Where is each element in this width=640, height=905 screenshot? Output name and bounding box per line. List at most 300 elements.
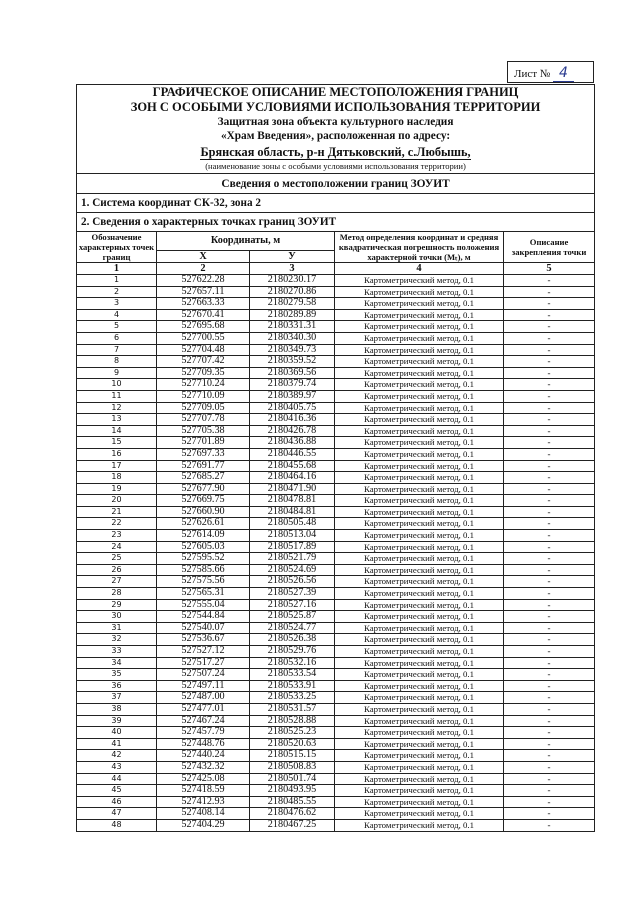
y-coordinate: 2180508.83	[250, 761, 335, 773]
sheet-number: 4	[553, 65, 574, 82]
x-coordinate: 527660.90	[157, 506, 250, 518]
table-row	[77, 344, 595, 356]
x-coordinate: 527705.38	[157, 425, 250, 437]
x-coordinate: 527614.09	[157, 530, 250, 542]
x-coordinate: 527709.05	[157, 402, 250, 414]
fixing-cell: -	[504, 657, 595, 669]
method-cell: Картометрический метод, 0.1	[335, 402, 504, 414]
x-coordinate: 527691.77	[157, 460, 250, 472]
table-row	[77, 390, 595, 402]
x-coordinate: 527544.84	[157, 611, 250, 623]
method-cell: Картометрический метод, 0.1	[335, 657, 504, 669]
method-cell: Картометрический метод, 0.1	[335, 414, 504, 426]
table-row	[77, 321, 595, 333]
address-line: Брянская область, р-н Дятьковский, с.Любышь,	[200, 145, 471, 159]
fixing-cell: -	[504, 541, 595, 553]
y-coordinate: 2180289.89	[250, 309, 335, 321]
title-line-2: ЗОН С ОСОБЫМИ УСЛОВИЯМИ ИСПОЛЬЗОВАНИЯ ТЕРРИТОРИИ	[130, 100, 541, 114]
fixing-cell: -	[504, 530, 595, 542]
method-cell: Картометрический метод, 0.1	[335, 727, 504, 739]
point-number: 33	[77, 646, 157, 658]
table-row	[77, 819, 595, 831]
point-number: 42	[77, 750, 157, 762]
y-coordinate: 2180520.63	[250, 738, 335, 750]
method-cell: Картометрический метод, 0.1	[335, 750, 504, 762]
y-coordinate: 2180405.75	[250, 402, 335, 414]
zone-name-note: (наименование зоны с особыми условиями использования территории)	[205, 161, 466, 171]
method-cell: Картометрический метод, 0.1	[335, 390, 504, 402]
x-coordinate: 527527.12	[157, 646, 250, 658]
table-row	[77, 715, 595, 727]
table-row	[77, 611, 595, 623]
point-number: 19	[77, 483, 157, 495]
x-coordinate: 527605.03	[157, 541, 250, 553]
method-cell: Картометрический метод, 0.1	[335, 715, 504, 727]
fixing-cell: -	[504, 785, 595, 797]
table-row	[77, 646, 595, 658]
fixing-cell: -	[504, 622, 595, 634]
point-number: 10	[77, 379, 157, 391]
fixing-cell: -	[504, 611, 595, 623]
table-row	[77, 309, 595, 321]
title-line-3: Защитная зона объекта культурного наследия	[217, 116, 454, 128]
x-coordinate: 527517.27	[157, 657, 250, 669]
method-cell: Картометрический метод, 0.1	[335, 356, 504, 368]
x-coordinate: 527663.33	[157, 298, 250, 310]
point-number: 27	[77, 576, 157, 588]
method-cell: Картометрический метод, 0.1	[335, 379, 504, 391]
x-coordinate: 527710.24	[157, 379, 250, 391]
x-coordinate: 527418.59	[157, 785, 250, 797]
y-coordinate: 2180527.39	[250, 588, 335, 600]
method-cell: Картометрический метод, 0.1	[335, 576, 504, 588]
point-number: 23	[77, 530, 157, 542]
y-coordinate: 2180464.16	[250, 472, 335, 484]
point-number: 11	[77, 390, 157, 402]
y-coordinate: 2180436.88	[250, 437, 335, 449]
method-cell: Картометрический метод, 0.1	[335, 785, 504, 797]
x-coordinate: 527555.04	[157, 599, 250, 611]
y-coordinate: 2180455.68	[250, 460, 335, 472]
point-number: 15	[77, 437, 157, 449]
y-coordinate: 2180533.91	[250, 680, 335, 692]
method-cell: Картометрический метод, 0.1	[335, 553, 504, 565]
table-row	[77, 599, 595, 611]
y-coordinate: 2180467.25	[250, 819, 335, 831]
y-coordinate: 2180279.58	[250, 298, 335, 310]
boundary-description-table	[76, 84, 595, 832]
point-number: 17	[77, 460, 157, 472]
fixing-cell: -	[504, 646, 595, 658]
x-coordinate: 527710.09	[157, 390, 250, 402]
table-row	[77, 298, 595, 310]
fixing-cell: -	[504, 703, 595, 715]
x-coordinate: 527448.76	[157, 738, 250, 750]
table-row	[77, 402, 595, 414]
point-number: 29	[77, 599, 157, 611]
method-cell: Картометрический метод, 0.1	[335, 622, 504, 634]
fixing-cell: -	[504, 356, 595, 368]
method-cell: Картометрический метод, 0.1	[335, 321, 504, 333]
fixing-cell: -	[504, 425, 595, 437]
method-cell: Картометрический метод, 0.1	[335, 692, 504, 704]
point-number: 45	[77, 785, 157, 797]
method-cell: Картометрический метод, 0.1	[335, 425, 504, 437]
y-coordinate: 2180533.25	[250, 692, 335, 704]
y-coordinate: 2180478.81	[250, 495, 335, 507]
x-coordinate: 527585.66	[157, 564, 250, 576]
y-coordinate: 2180270.86	[250, 286, 335, 298]
fixing-cell: -	[504, 819, 595, 831]
x-coordinate: 527575.56	[157, 576, 250, 588]
y-coordinate: 2180533.54	[250, 669, 335, 681]
point-number: 18	[77, 472, 157, 484]
table-row	[77, 448, 595, 460]
method-cell: Картометрический метод, 0.1	[335, 506, 504, 518]
method-cell: Картометрический метод, 0.1	[335, 808, 504, 820]
x-coordinate: 527404.29	[157, 819, 250, 831]
point-number: 7	[77, 344, 157, 356]
fixing-cell: -	[504, 275, 595, 287]
fixing-cell: -	[504, 483, 595, 495]
method-cell: Картометрический метод, 0.1	[335, 367, 504, 379]
x-coordinate: 527457.79	[157, 727, 250, 739]
point-number: 43	[77, 761, 157, 773]
point-number: 40	[77, 727, 157, 739]
table-row	[77, 483, 595, 495]
point-number: 13	[77, 414, 157, 426]
table-row	[77, 472, 595, 484]
table-row	[77, 622, 595, 634]
x-coordinate: 527622.28	[157, 275, 250, 287]
point-number: 46	[77, 796, 157, 808]
y-coordinate: 2180476.62	[250, 808, 335, 820]
table-row	[77, 541, 595, 553]
table-row	[77, 530, 595, 542]
fixing-cell: -	[504, 773, 595, 785]
point-number: 6	[77, 332, 157, 344]
table-row	[77, 460, 595, 472]
method-cell: Картометрический метод, 0.1	[335, 530, 504, 542]
table-row	[77, 761, 595, 773]
table-row	[77, 738, 595, 750]
table-row	[77, 414, 595, 426]
y-coordinate: 2180505.48	[250, 518, 335, 530]
x-coordinate: 527709.35	[157, 367, 250, 379]
method-cell: Картометрический метод, 0.1	[335, 738, 504, 750]
table-row	[77, 808, 595, 820]
point-number: 44	[77, 773, 157, 785]
point-number: 4	[77, 309, 157, 321]
method-cell: Картометрический метод, 0.1	[335, 286, 504, 298]
table-row	[77, 379, 595, 391]
point-number: 47	[77, 808, 157, 820]
fixing-cell: -	[504, 332, 595, 344]
method-cell: Картометрический метод, 0.1	[335, 309, 504, 321]
y-coordinate: 2180485.55	[250, 796, 335, 808]
point-number: 32	[77, 634, 157, 646]
points-section-title: 2. Сведения о характерных точках границ ЗОУИТ	[77, 213, 595, 232]
fixing-cell: -	[504, 414, 595, 426]
method-cell: Картометрический метод, 0.1	[335, 634, 504, 646]
y-coordinate: 2180426.78	[250, 425, 335, 437]
sheet-number-box	[507, 61, 594, 83]
fixing-cell: -	[504, 808, 595, 820]
fixing-cell: -	[504, 599, 595, 611]
x-coordinate: 527670.41	[157, 309, 250, 321]
table-row	[77, 785, 595, 797]
x-coordinate: 527467.24	[157, 715, 250, 727]
method-cell: Картометрический метод, 0.1	[335, 761, 504, 773]
fixing-cell: -	[504, 634, 595, 646]
y-coordinate: 2180526.56	[250, 576, 335, 588]
method-cell: Картометрический метод, 0.1	[335, 332, 504, 344]
y-coordinate: 2180517.89	[250, 541, 335, 553]
fixing-cell: -	[504, 321, 595, 333]
coordinate-system: 1. Система координат СК-32, зона 2	[77, 194, 595, 213]
table-row	[77, 506, 595, 518]
method-cell: Картометрический метод, 0.1	[335, 680, 504, 692]
table-row	[77, 680, 595, 692]
y-coordinate: 2180340.30	[250, 332, 335, 344]
x-coordinate: 527432.32	[157, 761, 250, 773]
fixing-cell: -	[504, 495, 595, 507]
method-cell: Картометрический метод, 0.1	[335, 541, 504, 553]
point-number: 5	[77, 321, 157, 333]
fixing-cell: -	[504, 518, 595, 530]
column-index-4: 4	[335, 263, 504, 275]
x-coordinate: 527565.31	[157, 588, 250, 600]
sheet-label: Лист №	[514, 68, 551, 80]
title-line-4: «Храм Введения», расположенная по адресу:	[220, 130, 451, 142]
method-cell: Картометрический метод, 0.1	[335, 460, 504, 472]
table-row	[77, 750, 595, 762]
header-method: Метод определения координат и средняя квадратическая погрешность положения характерной точки (Mₜ), м	[335, 232, 504, 263]
fixing-cell: -	[504, 564, 595, 576]
fixing-cell: -	[504, 402, 595, 414]
fixing-cell: -	[504, 298, 595, 310]
header-x: X	[157, 251, 250, 263]
fixing-cell: -	[504, 692, 595, 704]
y-coordinate: 2180526.38	[250, 634, 335, 646]
point-number: 24	[77, 541, 157, 553]
y-coordinate: 2180528.88	[250, 715, 335, 727]
x-coordinate: 527412.93	[157, 796, 250, 808]
fixing-cell: -	[504, 761, 595, 773]
x-coordinate: 527700.55	[157, 332, 250, 344]
table-row	[77, 634, 595, 646]
point-number: 21	[77, 506, 157, 518]
point-number: 41	[77, 738, 157, 750]
column-index-5: 5	[504, 263, 595, 275]
point-number: 22	[77, 518, 157, 530]
point-number: 26	[77, 564, 157, 576]
point-number: 36	[77, 680, 157, 692]
y-coordinate: 2180521.79	[250, 553, 335, 565]
fixing-cell: -	[504, 309, 595, 321]
method-cell: Картометрический метод, 0.1	[335, 773, 504, 785]
fixing-cell: -	[504, 367, 595, 379]
point-number: 25	[77, 553, 157, 565]
point-number: 48	[77, 819, 157, 831]
table-row	[77, 773, 595, 785]
fixing-cell: -	[504, 588, 595, 600]
table-row	[77, 553, 595, 565]
point-number: 8	[77, 356, 157, 368]
y-coordinate: 2180484.81	[250, 506, 335, 518]
point-number: 2	[77, 286, 157, 298]
point-number: 1	[77, 275, 157, 287]
fixing-cell: -	[504, 448, 595, 460]
x-coordinate: 527707.42	[157, 356, 250, 368]
point-number: 39	[77, 715, 157, 727]
x-coordinate: 527408.14	[157, 808, 250, 820]
table-row	[77, 576, 595, 588]
x-coordinate: 527677.90	[157, 483, 250, 495]
table-row	[77, 564, 595, 576]
y-coordinate: 2180529.76	[250, 646, 335, 658]
method-cell: Картометрический метод, 0.1	[335, 483, 504, 495]
fixing-cell: -	[504, 390, 595, 402]
y-coordinate: 2180416.36	[250, 414, 335, 426]
y-coordinate: 2180515.15	[250, 750, 335, 762]
point-number: 9	[77, 367, 157, 379]
method-cell: Картометрический метод, 0.1	[335, 703, 504, 715]
fixing-cell: -	[504, 680, 595, 692]
x-coordinate: 527536.67	[157, 634, 250, 646]
x-coordinate: 527487.00	[157, 692, 250, 704]
header-y: У	[250, 251, 335, 263]
x-coordinate: 527507.24	[157, 669, 250, 681]
point-number: 31	[77, 622, 157, 634]
table-row	[77, 286, 595, 298]
point-number: 38	[77, 703, 157, 715]
fixing-cell: -	[504, 738, 595, 750]
section-title: Сведения о местоположении границ ЗОУИТ	[77, 174, 595, 194]
fixing-cell: -	[504, 506, 595, 518]
method-cell: Картометрический метод, 0.1	[335, 344, 504, 356]
fixing-cell: -	[504, 472, 595, 484]
x-coordinate: 527695.68	[157, 321, 250, 333]
table-row	[77, 703, 595, 715]
table-row	[77, 367, 595, 379]
column-index-2: 2	[157, 263, 250, 275]
point-number: 30	[77, 611, 157, 623]
point-number: 14	[77, 425, 157, 437]
method-cell: Картометрический метод, 0.1	[335, 298, 504, 310]
point-number: 35	[77, 669, 157, 681]
point-number: 37	[77, 692, 157, 704]
point-number: 34	[77, 657, 157, 669]
fixing-cell: -	[504, 553, 595, 565]
fixing-cell: -	[504, 750, 595, 762]
table-row	[77, 332, 595, 344]
point-number: 16	[77, 448, 157, 460]
y-coordinate: 2180471.90	[250, 483, 335, 495]
point-number: 3	[77, 298, 157, 310]
y-coordinate: 2180524.77	[250, 622, 335, 634]
method-cell: Картометрический метод, 0.1	[335, 437, 504, 449]
y-coordinate: 2180359.52	[250, 356, 335, 368]
method-cell: Картометрический метод, 0.1	[335, 646, 504, 658]
table-row	[77, 669, 595, 681]
table-row	[77, 425, 595, 437]
method-cell: Картометрический метод, 0.1	[335, 796, 504, 808]
header-coords: Координаты, м	[157, 232, 335, 251]
fixing-cell: -	[504, 437, 595, 449]
title-line-1: ГРАФИЧЕСКОЕ ОПИСАНИЕ МЕСТОПОЛОЖЕНИЯ ГРАНИЦ	[152, 85, 519, 99]
header-fixing: Описание закрепления точки	[504, 232, 595, 263]
method-cell: Картометрический метод, 0.1	[335, 275, 504, 287]
y-coordinate: 2180230.17	[250, 275, 335, 287]
x-coordinate: 527704.48	[157, 344, 250, 356]
method-cell: Картометрический метод, 0.1	[335, 599, 504, 611]
x-coordinate: 527701.89	[157, 437, 250, 449]
x-coordinate: 527707.78	[157, 414, 250, 426]
method-cell: Картометрический метод, 0.1	[335, 472, 504, 484]
table-row	[77, 657, 595, 669]
x-coordinate: 527669.75	[157, 495, 250, 507]
method-cell: Картометрический метод, 0.1	[335, 564, 504, 576]
x-coordinate: 527685.27	[157, 472, 250, 484]
table-row	[77, 588, 595, 600]
x-coordinate: 527477.01	[157, 703, 250, 715]
x-coordinate: 527697.33	[157, 448, 250, 460]
point-number: 28	[77, 588, 157, 600]
x-coordinate: 527425.08	[157, 773, 250, 785]
y-coordinate: 2180531.57	[250, 703, 335, 715]
y-coordinate: 2180369.56	[250, 367, 335, 379]
y-coordinate: 2180446.55	[250, 448, 335, 460]
fixing-cell: -	[504, 669, 595, 681]
point-number: 12	[77, 402, 157, 414]
y-coordinate: 2180493.95	[250, 785, 335, 797]
y-coordinate: 2180532.16	[250, 657, 335, 669]
table-row	[77, 495, 595, 507]
fixing-cell: -	[504, 286, 595, 298]
method-cell: Картометрический метод, 0.1	[335, 669, 504, 681]
header-point: Обозначение характерных точек границ	[77, 232, 157, 263]
x-coordinate: 527626.61	[157, 518, 250, 530]
y-coordinate: 2180525.87	[250, 611, 335, 623]
fixing-cell: -	[504, 727, 595, 739]
point-number: 20	[77, 495, 157, 507]
x-coordinate: 527657.11	[157, 286, 250, 298]
y-coordinate: 2180379.74	[250, 379, 335, 391]
y-coordinate: 2180331.31	[250, 321, 335, 333]
method-cell: Картометрический метод, 0.1	[335, 611, 504, 623]
y-coordinate: 2180349.73	[250, 344, 335, 356]
method-cell: Картометрический метод, 0.1	[335, 518, 504, 530]
fixing-cell: -	[504, 379, 595, 391]
fixing-cell: -	[504, 344, 595, 356]
x-coordinate: 527595.52	[157, 553, 250, 565]
y-coordinate: 2180513.04	[250, 530, 335, 542]
y-coordinate: 2180525.23	[250, 727, 335, 739]
column-index-1: 1	[77, 263, 157, 275]
method-cell: Картометрический метод, 0.1	[335, 495, 504, 507]
x-coordinate: 527497.11	[157, 680, 250, 692]
y-coordinate: 2180527.16	[250, 599, 335, 611]
table-row	[77, 796, 595, 808]
fixing-cell: -	[504, 460, 595, 472]
method-cell: Картометрический метод, 0.1	[335, 819, 504, 831]
y-coordinate: 2180389.97	[250, 390, 335, 402]
document-title-block	[77, 85, 595, 174]
y-coordinate: 2180524.69	[250, 564, 335, 576]
table-row	[77, 275, 595, 287]
table-row	[77, 692, 595, 704]
